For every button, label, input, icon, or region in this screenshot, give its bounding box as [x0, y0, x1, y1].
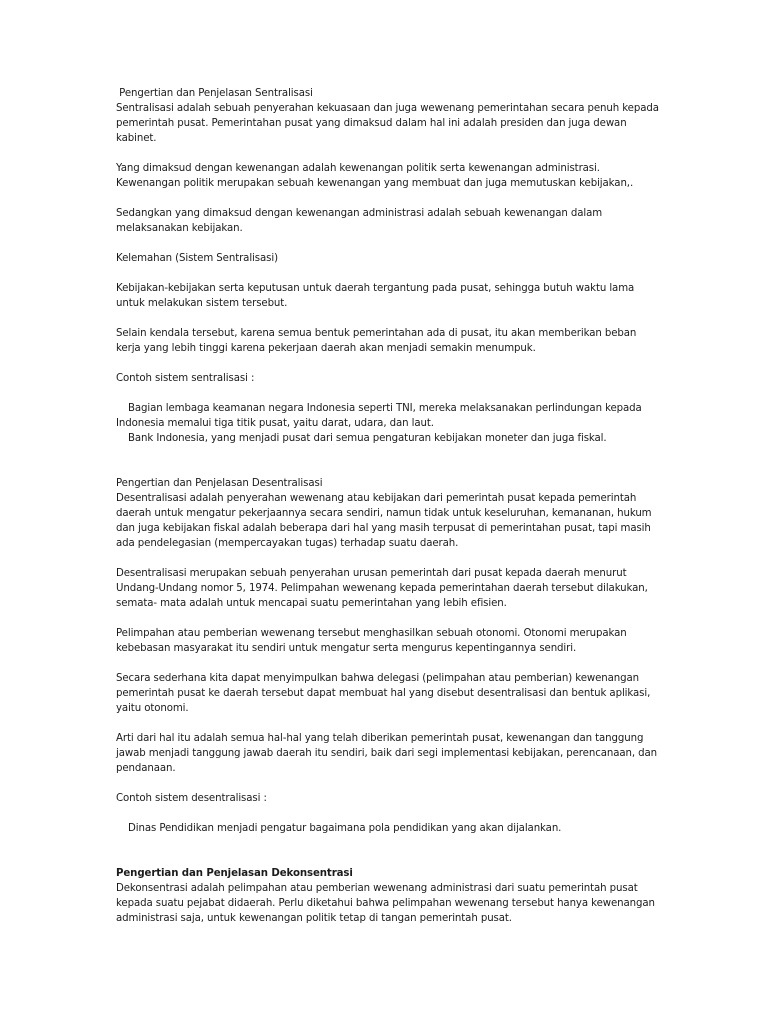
example-item	[116, 821, 661, 836]
example-item	[116, 401, 661, 431]
section-title-dekonsentrasi: Pengertian dan Penjelasan Dekonsentrasi	[116, 868, 353, 879]
subheading-contoh-desentralisasi: Contoh sistem desentralisasi :	[116, 793, 267, 804]
paragraph: Desentralisasi adalah penyerahan wewenang atau kebijakan dari pemerintah pusat kepada pemerintah daerah untuk mengatur pekerjaannya secara sendiri, namun tidak untuk keseluruhan, kemananan, hukum dan juga kebijakan fiskal adalah beberapa dari hal yang masih terpusat di pemerintahan pusat, tapi masih ada pendelegasian (mempercayakan tugas) terhadap suatu daerah.	[116, 493, 652, 549]
paragraph: Kebijakan-kebijakan serta keputusan untuk daerah tergantung pada pusat, sehingga butuh waktu lama untuk melakukan sistem tersebut.	[116, 283, 635, 309]
example-item-text: Bank Indonesia, yang menjadi pusat dari semua pengaturan kebijakan moneter dan juga fiskal.	[128, 433, 607, 444]
subheading-kelemahan: Kelemahan (Sistem Sentralisasi)	[116, 253, 278, 264]
paragraph: Secara sederhana kita dapat menyimpulkan bahwa delegasi (pelimpahan atau pemberian) kewenangan pemerintah pusat ke daerah tersebut dapat membuat hal yang disebut desentralisasi dan bentuk aplikasi, yaitu otonomi.	[116, 673, 651, 714]
example-item-text: Bagian lembaga keamanan negara Indonesia seperti TNI, mereka melaksanakan perlindungan kepada Indonesia memalui tiga titik pusat, yaitu darat, udara, dan laut.	[116, 403, 642, 429]
section-title-desentralisasi: Pengertian dan Penjelasan Desentralisasi	[116, 478, 323, 489]
section-title-sentralisasi: Pengertian dan Penjelasan Sentralisasi	[116, 88, 313, 99]
paragraph: Arti dari hal itu adalah semua hal-hal yang telah diberikan pemerintah pusat, kewenangan dan tanggung jawab menjadi tanggung jawab daerah itu sendiri, baik dari segi implementasi kebijakan, perencanaan, dan pendanaan.	[116, 733, 657, 774]
paragraph: Sedangkan yang dimaksud dengan kewenangan administrasi adalah sebuah kewenangan dalam melaksanakan kebijakan.	[116, 208, 603, 234]
paragraph: Sentralisasi adalah sebuah penyerahan kekuasaan dan juga wewenang pemerintahan secara penuh kepada pemerintah pusat. Pemerintahan pusat yang dimaksud dalam hal ini adalah presiden dan juga dewan kabinet.	[116, 103, 659, 144]
paragraph: Yang dimaksud dengan kewenangan adalah kewenangan politik serta kewenangan administrasi. Kewenangan politik merupakan sebuah kewenangan yang membuat dan juga memutuskan kebijakan,.	[116, 163, 634, 189]
paragraph: Dekonsentrasi adalah pelimpahan atau pemberian wewenang administrasi dari suatu pemerintah pusat kepada suatu pejabat didaerah. Perlu diketahui bahwa pelimpahan wewenang tersebut hanya kewenangan administrasi saja, untuk kewenangan politik tetap di tangan pemerintah pusat.	[116, 883, 655, 924]
paragraph: Desentralisasi merupakan sebuah penyerahan urusan pemerintah dari pusat kepada daerah menurut Undang-Undang nomor 5, 1974. Pelimpahan wewenang kepada pemerintahan daerah tersebut dilakukan, semata- mata adalah untuk mencapai suatu pemerintahan yang lebih efisien.	[116, 568, 648, 609]
paragraph: Selain kendala tersebut, karena semua bentuk pemerintahan ada di pusat, itu akan memberikan beban kerja yang lebih tinggi karena pekerjaan daerah akan menjadi semakin menumpuk.	[116, 328, 637, 354]
paragraph: Pelimpahan atau pemberian wewenang tersebut menghasilkan sebuah otonomi. Otonomi merupakan kebebasan masyarakat itu sendiri untuk mengatur serta mengurus kepentingannya sendiri.	[116, 628, 627, 654]
subheading-contoh-sentralisasi: Contoh sistem sentralisasi :	[116, 373, 255, 384]
document-body	[116, 86, 661, 926]
example-item	[116, 431, 661, 446]
example-item-text: Dinas Pendidikan menjadi pengatur bagaimana pola pendidikan yang akan dijalankan.	[128, 823, 562, 834]
